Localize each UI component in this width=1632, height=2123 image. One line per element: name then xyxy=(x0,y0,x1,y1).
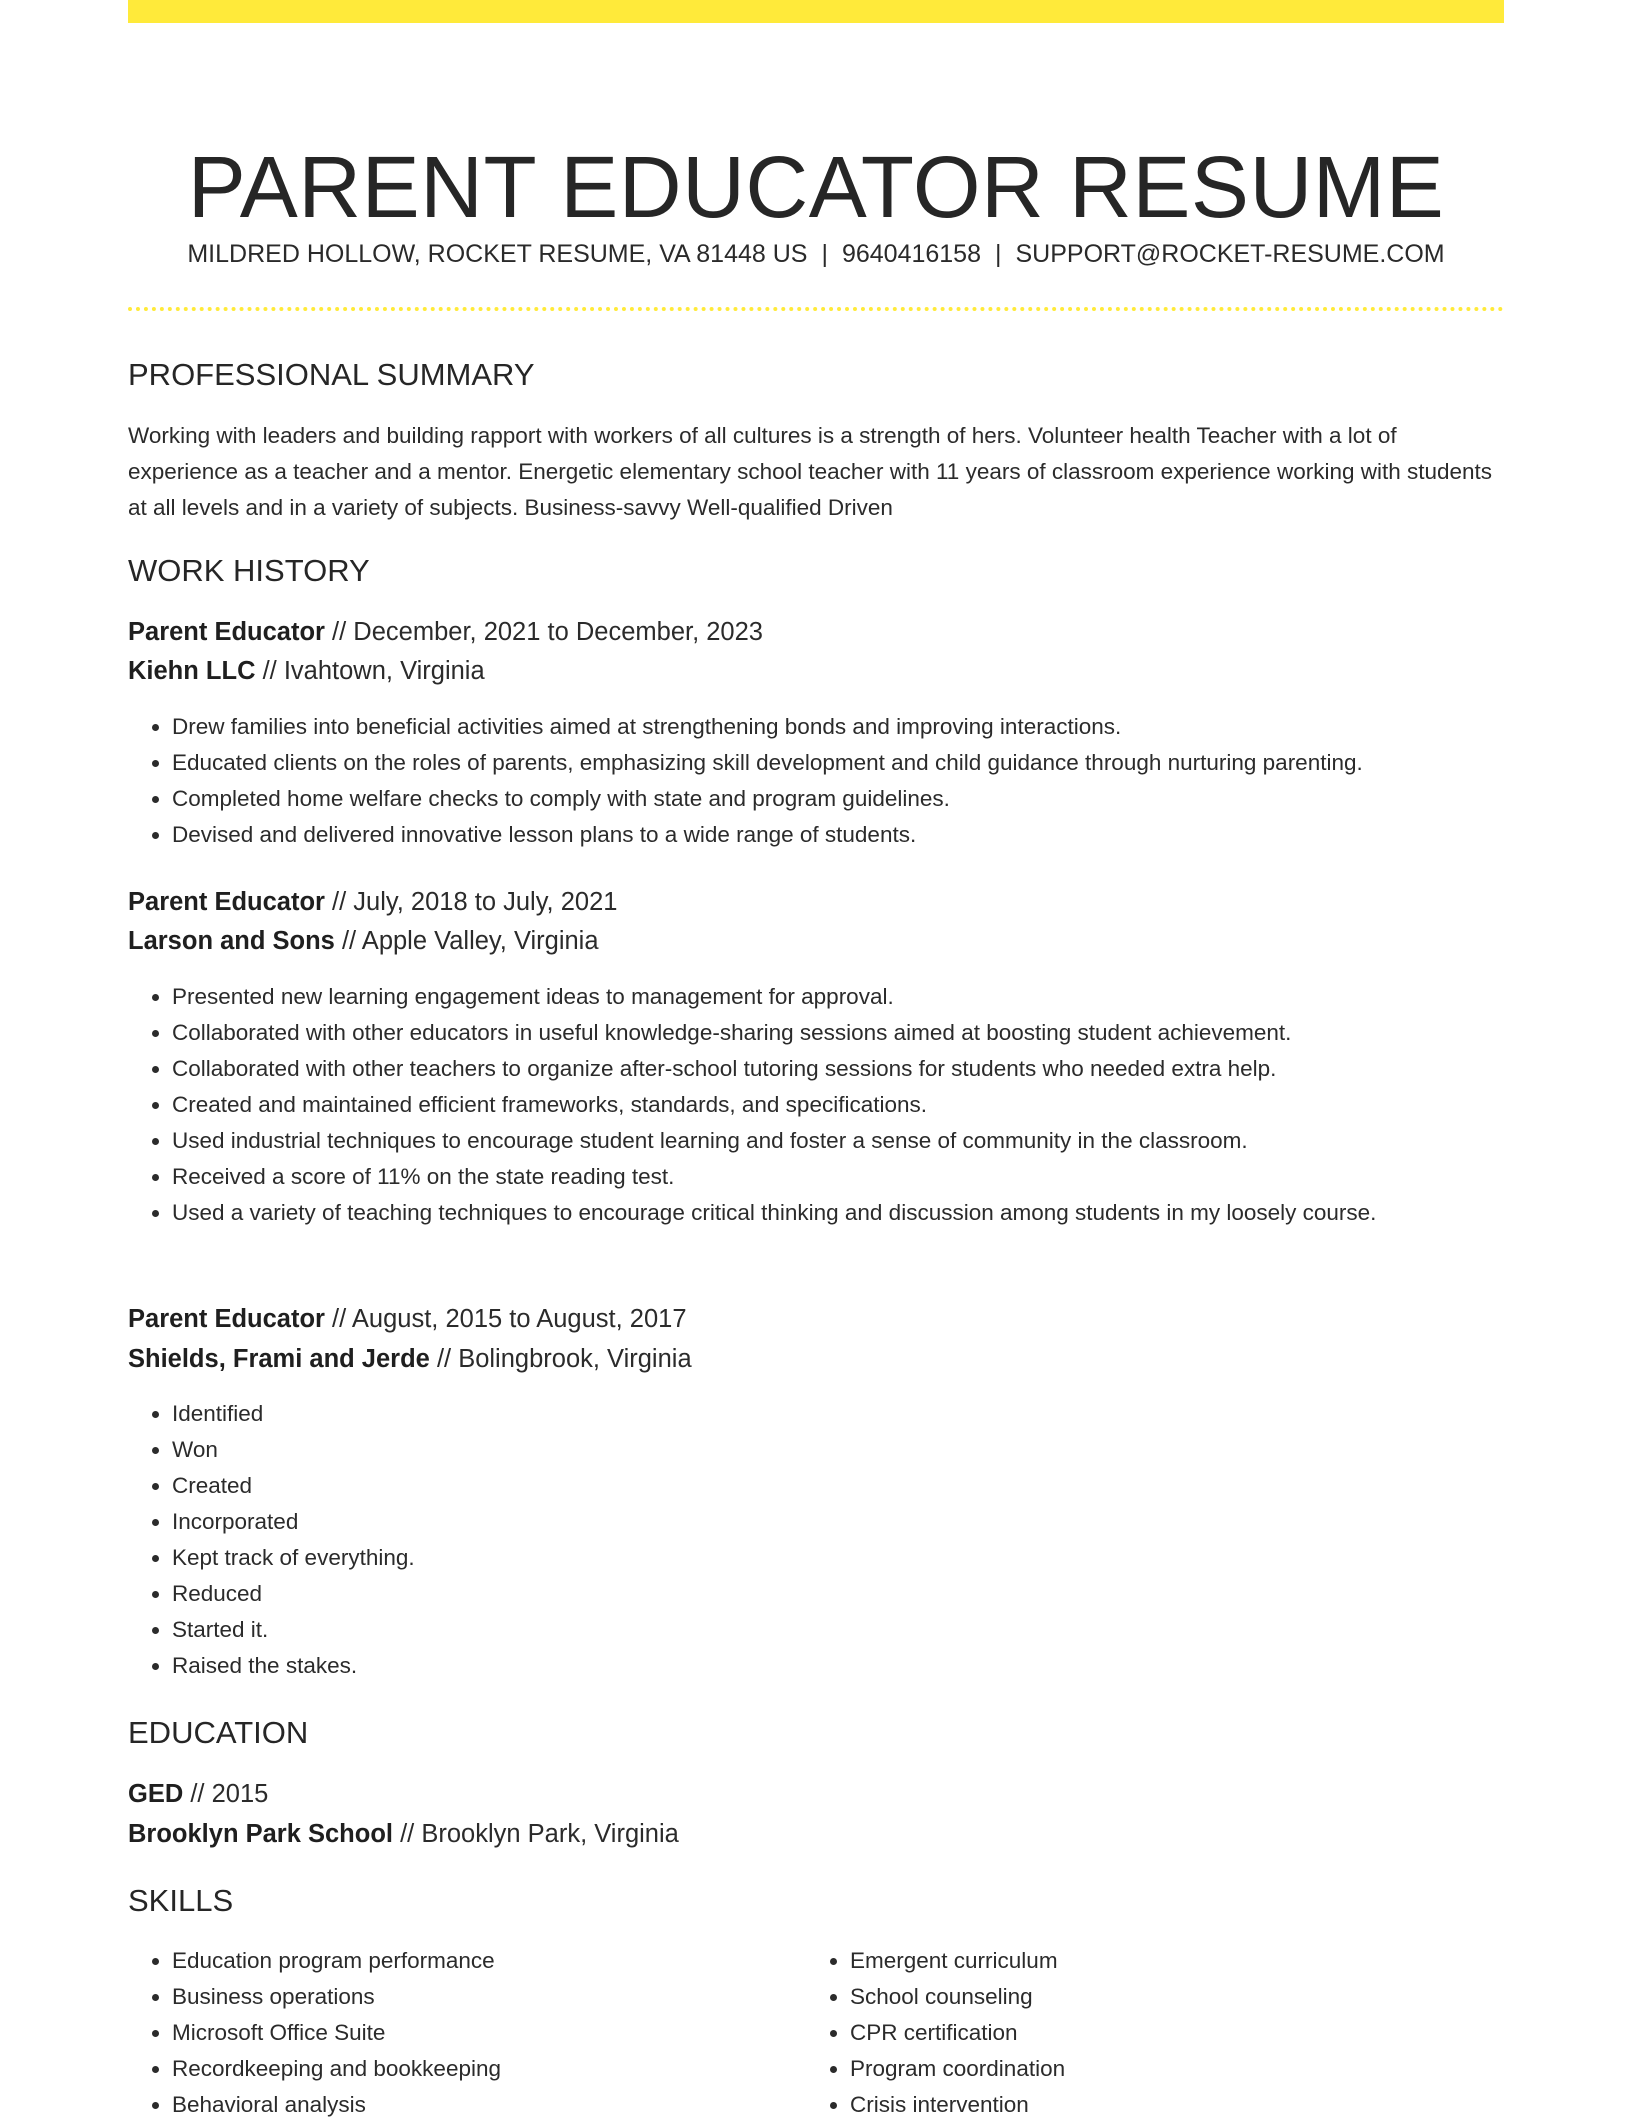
job-bullet: • Created xyxy=(172,1468,1504,1504)
accent-bar xyxy=(128,0,1504,23)
summary-heading: PROFESSIONAL SUMMARY xyxy=(128,357,535,392)
education-location: // Brooklyn Park, Virginia xyxy=(393,1820,679,1848)
skill-item: • Emergent curriculum xyxy=(850,1943,1486,1979)
skills-heading: SKILLS xyxy=(128,1883,234,1918)
job-bullet: • Raised the stakes. xyxy=(172,1648,1504,1684)
job-company-line xyxy=(128,652,485,690)
job-bullet: • Collaborated with other teachers to organize after-school tutoring sessions for students who needed extra help. xyxy=(172,1051,1504,1087)
job-bullet: • Received a score of 11% on the state reading test. xyxy=(172,1159,1504,1195)
contact-address: MILDRED HOLLOW, ROCKET RESUME, VA 81448 US xyxy=(187,240,808,268)
job-bullet: • Drew families into beneficial activities aimed at strengthening bonds and improving interactions. xyxy=(172,709,1504,745)
job-location: // Ivahtown, Virginia xyxy=(255,657,485,685)
contact-email: SUPPORT@ROCKET-RESUME.COM xyxy=(1015,240,1445,268)
skill-item: • Education program performance xyxy=(172,1943,808,1979)
resume-title: PARENT EDUCATOR RESUME xyxy=(187,139,1445,237)
job-company: Shields, Frami and Jerde xyxy=(128,1345,430,1373)
job-company: Larson and Sons xyxy=(128,927,335,955)
job-company-line xyxy=(128,922,599,960)
job-bullet: • Used industrial techniques to encourage student learning and foster a sense of community in the classroom. xyxy=(172,1123,1504,1159)
job-bullet: • Devised and delivered innovative lesson plans to a wide range of students. xyxy=(172,817,1504,853)
summary-text: Working with leaders and building rapport with workers of all cultures is a strength of hers. Volunteer health Teacher with a lot of experience as a teacher and a mentor. Energetic elementary school teacher with 11 years of classroom experience working with students at all levels and in a variety of subjects. Business-savvy Well-qualified Driven xyxy=(128,423,1493,520)
education-school: Brooklyn Park School xyxy=(128,1820,393,1848)
job-bullets xyxy=(128,709,1504,853)
contact-separator: | xyxy=(995,240,1002,268)
skills-list-right xyxy=(806,1943,1486,2123)
job-bullets xyxy=(128,1396,1504,1684)
skill-item: • Microsoft Office Suite xyxy=(172,2015,808,2051)
job-bullet: • Completed home welfare checks to comply with state and program guidelines. xyxy=(172,781,1504,817)
job-title: Parent Educator xyxy=(128,888,325,916)
job-bullet: • Won xyxy=(172,1432,1504,1468)
education-school-line xyxy=(128,1815,679,1853)
job-bullet: • Reduced xyxy=(172,1576,1504,1612)
contact-phone: 9640416158 xyxy=(841,240,981,268)
contact-line xyxy=(128,236,1504,272)
job-title-line xyxy=(128,1300,687,1338)
job-bullet: • Educated clients on the roles of parents, emphasizing skill development and child guidance through nurturing parenting. xyxy=(172,745,1504,781)
job-dates: // December, 2021 to December, 2023 xyxy=(324,618,763,646)
job-company-line xyxy=(128,1340,692,1378)
job-title: Parent Educator xyxy=(128,1305,325,1333)
job-bullets xyxy=(128,979,1504,1231)
job-bullet: • Presented new learning engagement ideas to management for approval. xyxy=(172,979,1504,1015)
education-heading: EDUCATION xyxy=(128,1715,309,1750)
job-title-line xyxy=(128,883,617,921)
dotted-divider xyxy=(128,307,1504,311)
job-location: // Apple Valley, Virginia xyxy=(334,927,599,955)
skill-item: • School counseling xyxy=(850,1979,1486,2015)
education-year: // 2015 xyxy=(183,1780,269,1808)
job-bullet: • Used a variety of teaching techniques to encourage critical thinking and discussion among students in my loosely course. xyxy=(172,1195,1504,1231)
skill-item: • CPR certification xyxy=(850,2015,1486,2051)
job-title-line xyxy=(128,613,763,651)
contact-separator: | xyxy=(821,240,828,268)
skills-list-left xyxy=(128,1943,808,2123)
skill-item: • Recordkeeping and bookkeeping xyxy=(172,2051,808,2087)
job-dates: // August, 2015 to August, 2017 xyxy=(324,1305,687,1333)
job-bullet: • Incorporated xyxy=(172,1504,1504,1540)
job-bullet: • Identified xyxy=(172,1396,1504,1432)
job-bullet: • Kept track of everything. xyxy=(172,1540,1504,1576)
job-dates: // July, 2018 to July, 2021 xyxy=(324,888,618,916)
job-location: // Bolingbrook, Virginia xyxy=(429,1345,692,1373)
skill-item: • Crisis intervention xyxy=(850,2087,1486,2123)
job-company: Kiehn LLC xyxy=(128,657,256,685)
job-bullet: • Collaborated with other educators in useful knowledge-sharing sessions aimed at boosting student achievement. xyxy=(172,1015,1504,1051)
skill-item: • Behavioral analysis xyxy=(172,2087,808,2123)
education-degree-line xyxy=(128,1775,268,1813)
job-bullet: • Created and maintained efficient frameworks, standards, and specifications. xyxy=(172,1087,1504,1123)
job-bullet: • Started it. xyxy=(172,1612,1504,1648)
work-history-heading: WORK HISTORY xyxy=(128,553,370,588)
skill-item: • Business operations xyxy=(172,1979,808,2015)
skill-item: • Program coordination xyxy=(850,2051,1486,2087)
job-title: Parent Educator xyxy=(128,618,325,646)
education-degree: GED xyxy=(128,1780,184,1808)
